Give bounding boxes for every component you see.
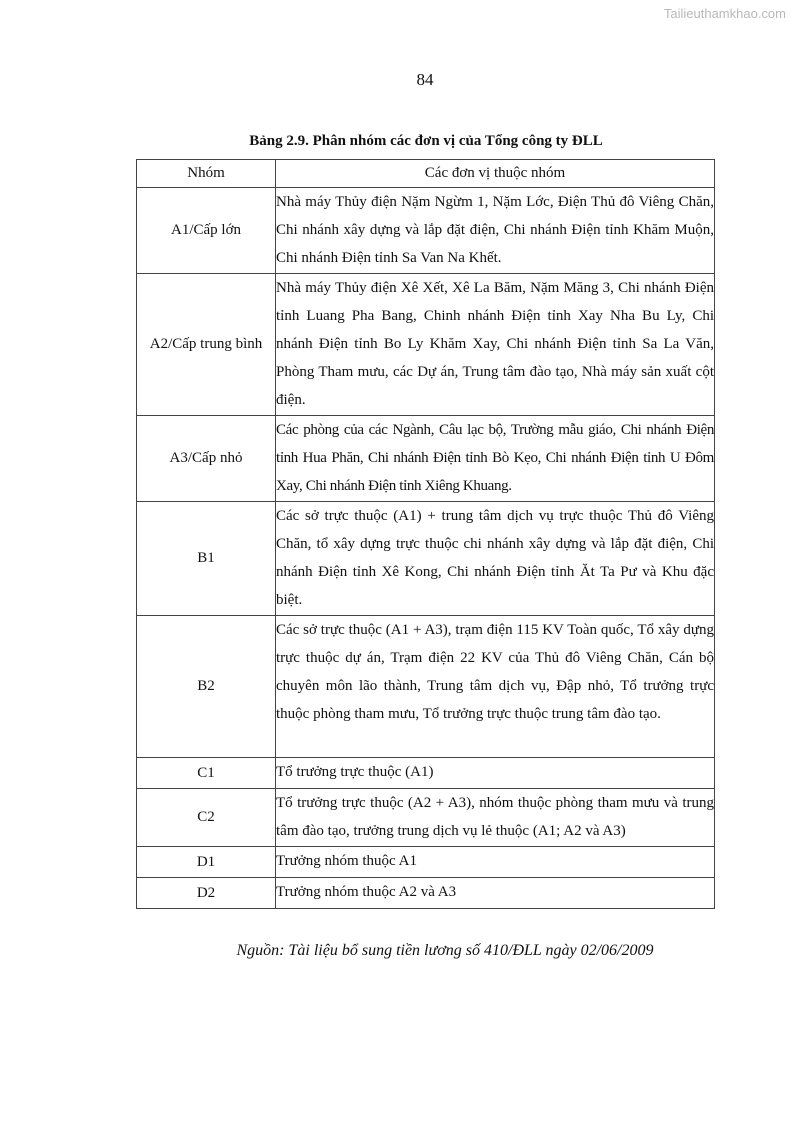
header-units: Các đơn vị thuộc nhóm <box>276 160 715 188</box>
units-cell: Các phòng của các Ngành, Câu lạc bộ, Trường mẫu giáo, Chi nhánh Điện tỉnh Hua Phăn, Chi nhánh Điện tỉnh Bò Kẹo, Chi nhánh Điện tỉnh U Đôm Xay, Chi nhánh Điện tỉnh Xiêng Khuang. <box>276 416 715 502</box>
table-row <box>137 758 715 789</box>
group-cell: D1 <box>137 847 276 878</box>
group-cell: D2 <box>137 878 276 909</box>
table-row <box>137 878 715 909</box>
group-cell: B1 <box>137 502 276 616</box>
units-cell: Tổ trưởng trực thuộc (A2 + A3), nhóm thuộc phòng tham mưu và trung tâm đào tạo, trưởng trung dịch vụ lẻ thuộc (A1; A2 và A3) <box>276 789 715 847</box>
table-row <box>137 789 715 847</box>
table-row <box>137 188 715 274</box>
source-note: Nguồn: Tài liệu bổ sung tiền lương số 410/ĐLL ngày 02/06/2009 <box>236 942 654 959</box>
group-cell: A3/Cấp nhỏ <box>137 416 276 502</box>
units-cell: Các sở trực thuộc (A1 + A3), trạm điện 115 KV Toàn quốc, Tổ xây dựng trực thuộc dự án, Trạm điện 22 KV của Thủ đô Viêng Chăn, Cán bộ chuyên môn lão thành, Trung tâm dịch vụ, Đập nhỏ, Tổ trưởng trực thuộc phòng tham mưu, Tổ trưởng trực thuộc trung tâm đào tạo. <box>276 616 715 758</box>
units-cell: Tổ trưởng trực thuộc (A1) <box>276 758 715 789</box>
units-cell: Nhà máy Thủy điện Xê Xết, Xê La Băm, Nặm Măng 3, Chi nhánh Điện tỉnh Luang Pha Bang, Chinh nhánh Điện tỉnh Xay Nha Bu Ly, Chi nhánh Điện tỉnh Bo Ly Khăm Xay, Chi nhánh Điện tỉnh Sa La Văn, Phòng Tham mưu, các Dự án, Trung tâm đào tạo, Nhà máy sản xuất cột điện. <box>276 274 715 416</box>
table-row <box>137 274 715 416</box>
units-cell: Các sở trực thuộc (A1) + trung tâm dịch vụ trực thuộc Thủ đô Viêng Chăn, tổ xây dựng trực thuộc chi nhánh xây dựng và lắp đặt điện, Chi nhánh Điện tỉnh Xê Kong, Chi nhánh Điện tỉnh Ăt Ta Pư và Khu đặc biệt. <box>276 502 715 616</box>
group-cell: C2 <box>137 789 276 847</box>
table-header-row <box>137 160 715 188</box>
group-cell: C1 <box>137 758 276 789</box>
units-cell: Trưởng nhóm thuộc A1 <box>276 847 715 878</box>
table-row <box>137 616 715 758</box>
group-cell: A2/Cấp trung bình <box>137 274 276 416</box>
group-cell: B2 <box>137 616 276 758</box>
units-cell: Nhà máy Thủy điện Nặm Ngừm 1, Nặm Lớc, Điện Thủ đô Viêng Chăn, Chi nhánh xây dựng và lắp đặt điện, Chi nhánh Điện tỉnh Khăm Muộn, Chi nhánh Điện tỉnh Sa Van Na Khết. <box>276 188 715 274</box>
table-caption: Bảng 2.9. Phân nhóm các đơn vị của Tổng công ty ĐLL <box>249 133 603 149</box>
table-row <box>137 502 715 616</box>
table-row <box>137 416 715 502</box>
watermark: Tailieuthamkhao.com <box>663 6 786 21</box>
table-row <box>137 847 715 878</box>
units-cell: Trưởng nhóm thuộc A2 và A3 <box>276 878 715 909</box>
header-group: Nhóm <box>137 160 276 188</box>
group-cell: A1/Cấp lớn <box>137 188 276 274</box>
page-number: 84 <box>416 70 434 89</box>
group-table <box>136 159 715 909</box>
